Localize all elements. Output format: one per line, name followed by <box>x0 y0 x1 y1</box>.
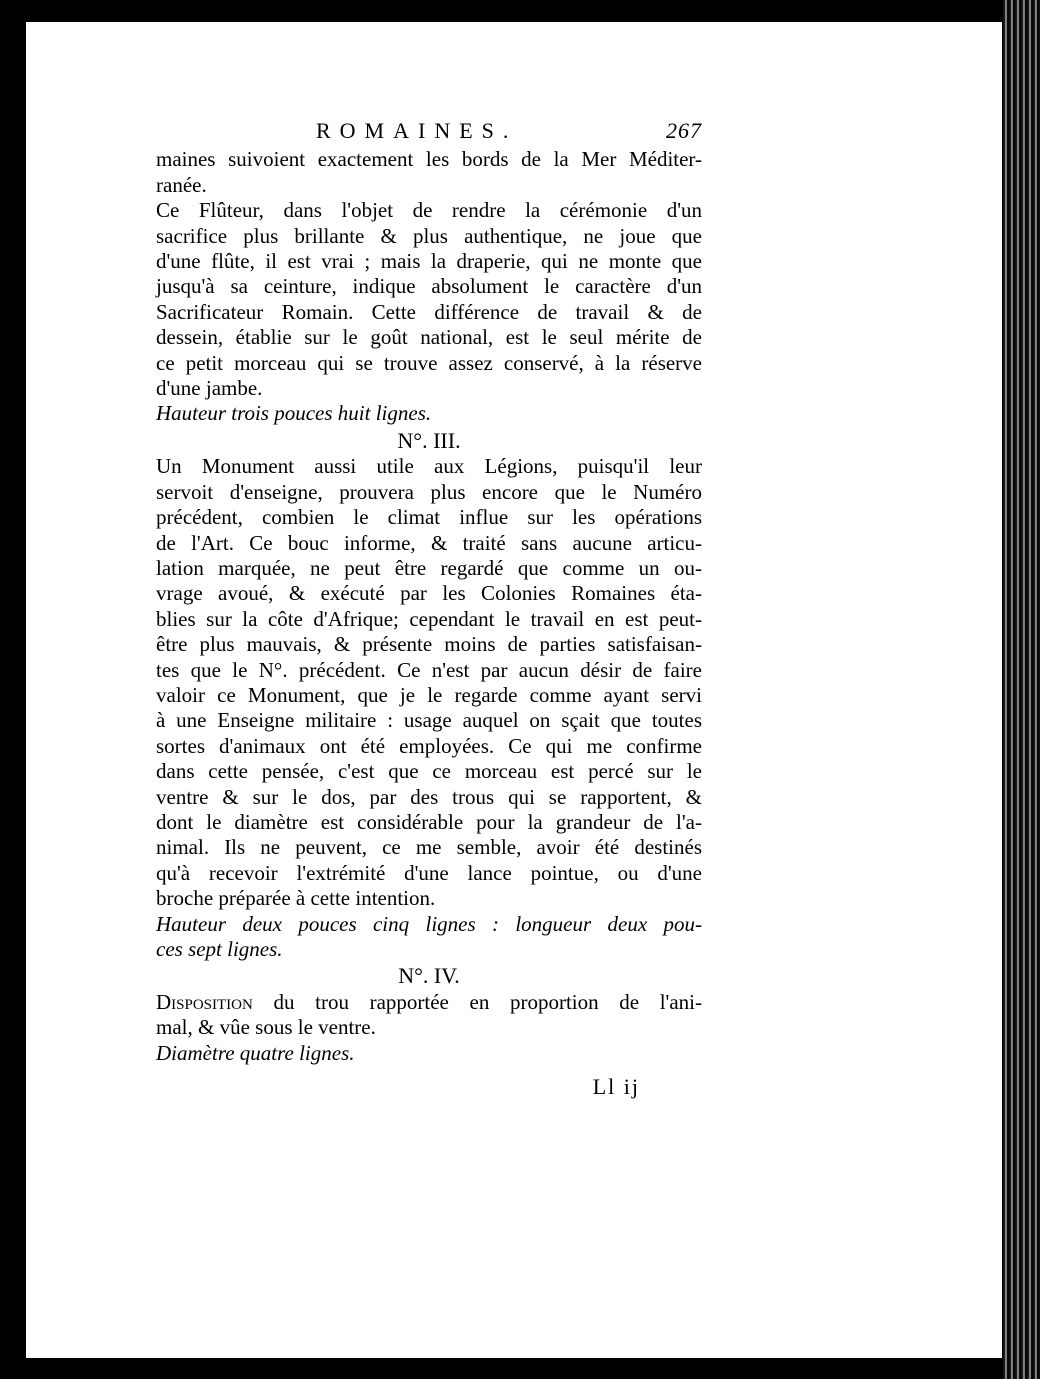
text-line: précédent, combien le climat influe sur les opérations <box>156 505 702 530</box>
text-line: d'une flûte, il est vrai ; mais la draperie, qui ne monte que <box>156 249 702 274</box>
text-line: Sacrificateur Romain. Cette différence de travail & de <box>156 299 702 324</box>
section-heading-3: N°. III. <box>397 427 461 453</box>
text-line: lation marquée, ne peut être regardé que comme un ou- <box>156 555 702 580</box>
text-line: ventre & sur le dos, par des trous qui se rapportent, & <box>156 784 702 809</box>
signature-mark: Ll ij <box>592 1074 640 1100</box>
text-line: valoir ce Monument, que je le regarde comme ayant servi <box>156 682 702 707</box>
text-line: qu'à recevoir l'extrémité d'une lance pointue, ou d'une <box>156 860 702 885</box>
page-text <box>156 118 702 1099</box>
note-dimensions: Hauteur trois pouces huit lignes. <box>156 401 432 426</box>
text-line: dont le diamètre est considérable pour la grandeur de l'a- <box>156 809 702 834</box>
paragraph-disposition <box>156 990 702 1041</box>
text-line: nimal. Ils ne peuvent, ce me semble, avoir été destinés <box>156 835 702 860</box>
paragraph-fluteur <box>156 198 702 401</box>
text-line: ces sept lignes. <box>156 937 283 961</box>
text-line: mal, & vûe sous le ventre. <box>156 1015 376 1040</box>
text-line: servoit d'enseigne, prouvera plus encore que le Numéro <box>156 479 702 504</box>
text-line: jusqu'à sa ceinture, indique absolument le caractère d'un <box>156 274 702 299</box>
running-title: ROMAINES. <box>316 118 518 143</box>
note-diameter: Diamètre quatre lignes. <box>156 1040 355 1065</box>
running-header <box>156 118 702 143</box>
text-line: Hauteur deux pouces cinq lignes : longueur deux pou- <box>156 911 702 936</box>
text-line: sortes d'animaux ont été employées. Ce qui me confirme <box>156 733 702 758</box>
note-dimensions-3 <box>156 912 702 963</box>
text-line: blies sur la côte d'Afrique; cependant le travail en est peut- <box>156 606 702 631</box>
text-line: broche préparée à cette intention. <box>156 886 436 911</box>
book-spine-edge <box>1003 0 1040 1379</box>
text-line: d'une jambe. <box>156 376 263 401</box>
text-line: sacrifice plus brillante & plus authentique, ne joue que <box>156 223 702 248</box>
page-number: 267 <box>666 118 702 143</box>
text-line: dessein, établie sur le goût national, est le seul mérite de <box>156 325 702 350</box>
text-line: à une Enseigne militaire : usage auquel on sçait que toutes <box>156 708 702 733</box>
paragraph-monument <box>156 454 702 911</box>
text-line: de l'Art. Ce bouc informe, & traité sans aucune articu- <box>156 530 702 555</box>
text-line: vrage avoué, & exécuté par les Colonies Romaines éta- <box>156 581 702 606</box>
first-word: Disposition <box>156 989 253 1014</box>
text-line: maines suivoient exactement les bords de la Mer Méditer- <box>156 147 702 172</box>
text-fragment: du trou rapportée en proportion de l'ani- <box>252 989 702 1014</box>
text-line <box>156 990 702 1015</box>
text-line: dans cette pensée, c'est que ce morceau est percé sur le <box>156 759 702 784</box>
section-heading-4: N°. IV. <box>398 963 460 989</box>
text-line: Ce Flûteur, dans l'objet de rendre la cérémonie d'un <box>156 198 702 223</box>
text-line: tes que le N°. précédent. Ce n'est par aucun désir de faire <box>156 657 702 682</box>
paragraph-continued <box>156 147 702 198</box>
text-line: ce petit morceau qui se trouve assez conservé, à la réserve <box>156 350 702 375</box>
text-line: Un Monument aussi utile aux Légions, puisqu'il leur <box>156 454 702 479</box>
text-line: ranée. <box>156 172 207 197</box>
text-line: être plus mauvais, & présente moins de parties satisfaisan- <box>156 632 702 657</box>
